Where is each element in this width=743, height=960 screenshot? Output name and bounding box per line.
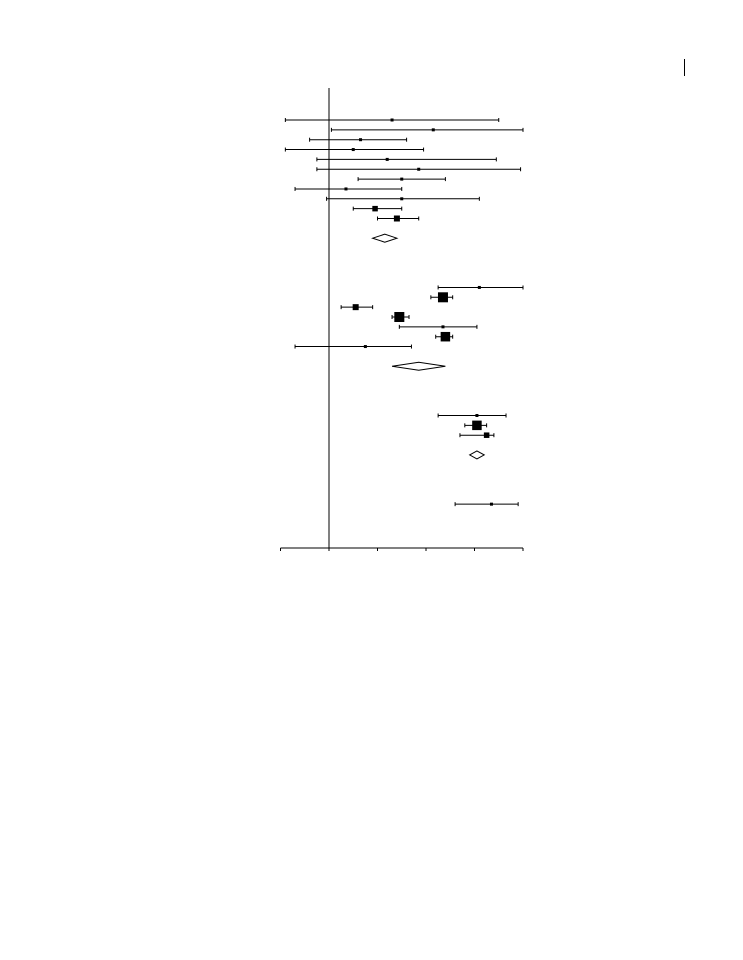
study-marker (386, 158, 389, 161)
summary-diamond (392, 362, 445, 370)
study-marker (475, 414, 478, 417)
study-marker (400, 197, 403, 200)
study-marker (372, 206, 378, 212)
summary-diamond (470, 451, 485, 459)
study-marker (352, 148, 355, 151)
study-marker (478, 286, 481, 289)
study-marker (364, 345, 367, 348)
study-marker (391, 119, 394, 122)
study-marker (359, 138, 362, 141)
study-marker (417, 168, 420, 171)
study-marker (432, 128, 435, 131)
study-marker (441, 325, 444, 328)
study-marker (394, 312, 404, 322)
page-edge-marker (684, 59, 685, 76)
study-marker (441, 332, 451, 342)
study-marker (484, 432, 490, 438)
study-marker (472, 421, 482, 431)
study-marker (344, 187, 347, 190)
summary-diamond (373, 234, 397, 242)
study-marker (353, 304, 359, 310)
study-marker (490, 503, 493, 506)
study-marker (394, 216, 400, 222)
study-marker (438, 292, 448, 302)
study-marker (400, 178, 403, 181)
